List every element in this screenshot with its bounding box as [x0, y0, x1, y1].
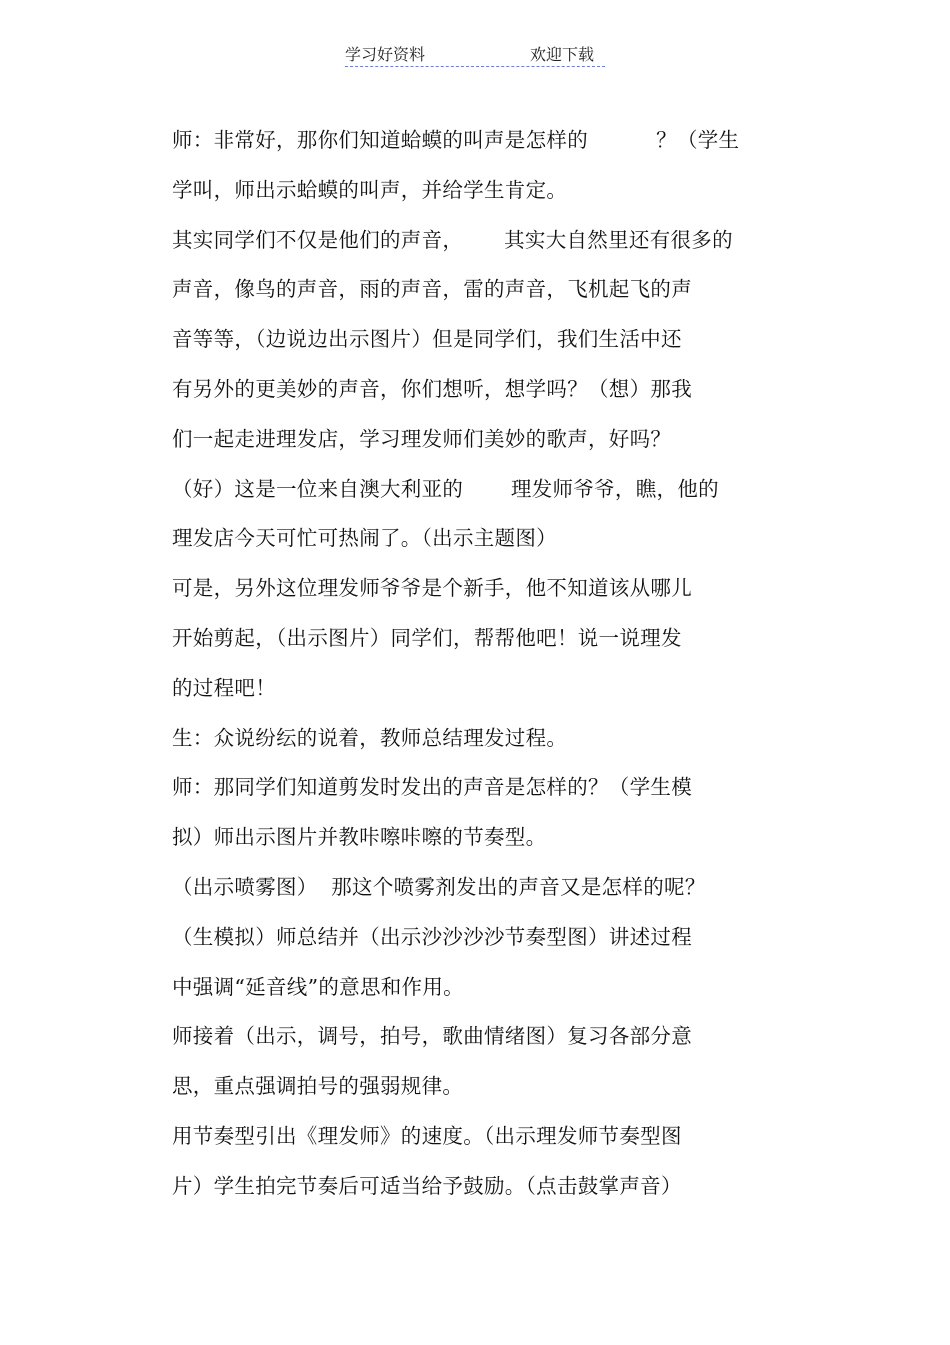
- text-line: 可是，另外这位理发师爷爷是个新手，他不知道该从哪儿: [172, 576, 692, 601]
- text-line: 声音，像鸟的声音，雨的声音，雷的声音，飞机起飞的声: [172, 277, 692, 302]
- text-line: 拟）师出示图片并教咔嚓咔嚓的节奏型。: [172, 825, 547, 850]
- text-line: 生：众说纷纭的说着，教师总结理发过程。: [172, 725, 568, 750]
- text-line: 学叫，师出示蛤蟆的叫声，并给学生肯定。: [172, 177, 568, 202]
- text-line: 师接着（出示，调号，拍号，歌曲情绪图）复习各部分意: [172, 1024, 692, 1049]
- text-line: 们一起走进理发店，学习理发师们美妙的歌声，好吗？: [172, 426, 672, 451]
- text-line: 的过程吧！: [172, 675, 276, 700]
- text-line: （生模拟）师总结并（出示沙沙沙沙节奏型图）讲述过程: [172, 924, 692, 949]
- text-line: （好）这是一位来自澳大利亚的 理发师爷爷，瞧，他的: [172, 476, 719, 501]
- text-line: 理发店今天可忙可热闹了。（出示主题图）: [172, 526, 557, 551]
- text-line: 师：非常好，那你们知道蛤蟆的叫声是怎样的 ？（学生: [172, 128, 740, 152]
- page-header: [345, 40, 605, 67]
- text-line: 用节奏型引出《理发师》的速度。（出示理发师节奏型图: [172, 1123, 682, 1148]
- header-right-text: 欢迎下载: [530, 45, 595, 64]
- header-left-text: 学习好资料: [345, 45, 426, 64]
- text-line: 片）学生拍完节奏后可适当给予鼓励。（点击鼓掌声音）: [172, 1173, 682, 1198]
- text-line: 中强调“延音线”的意思和作用。: [172, 974, 464, 999]
- text-line: 开始剪起，（出示图片）同学们，帮帮他吧！说一说理发: [172, 625, 682, 650]
- text-line: 其实同学们不仅是他们的声音， 其实大自然里还有很多的: [172, 227, 733, 252]
- text-line: （出示喷雾图） 那这个喷雾剂发出的声音又是怎样的呢？: [172, 874, 706, 899]
- text-line: 音等等，（边说边出示图片）但是同学们，我们生活中还: [172, 327, 682, 352]
- text-line: 有另外的更美妙的声音，你们想听，想学吗？（想）那我: [172, 376, 692, 401]
- text-line: 师：那同学们知道剪发时发出的声音是怎样的？（学生模: [172, 775, 692, 800]
- document-body: [172, 116, 812, 1212]
- text-line: 思，重点强调拍号的强弱规律。: [172, 1074, 464, 1099]
